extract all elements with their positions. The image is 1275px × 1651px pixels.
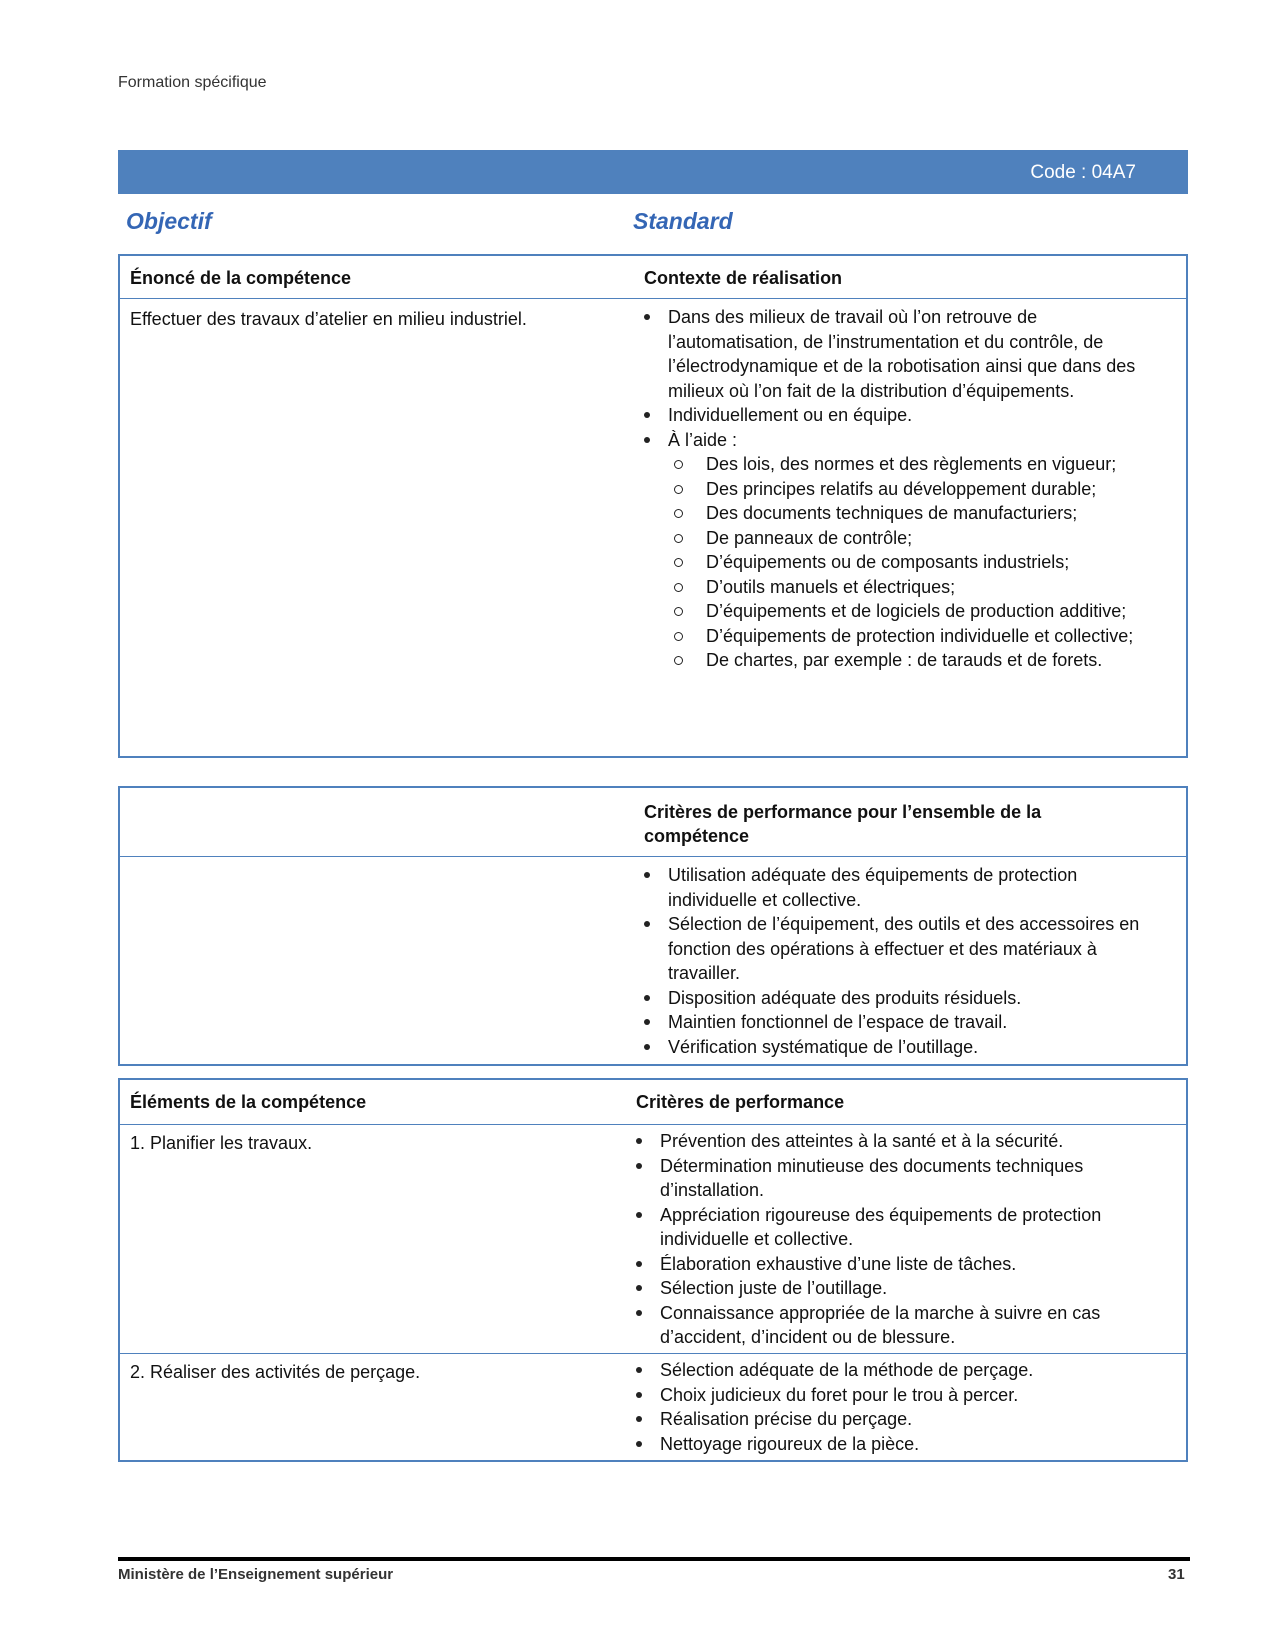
circle-bullet-icon — [674, 534, 683, 543]
table-row — [120, 299, 1186, 755]
statement-header: Énoncé de la compétence — [130, 268, 352, 288]
list-item-text: Élaboration exhaustive d’une liste de tâches. — [660, 1253, 1017, 1274]
sub-list-item-text: Des documents techniques de manufacturiers; — [706, 503, 1078, 523]
list-item — [632, 1154, 1178, 1203]
sub-list-item-text: D’équipements et de logiciels de production additive; — [706, 601, 1127, 621]
list-item-text: Choix judicieux du foret pour le trou à percer. — [660, 1384, 1019, 1405]
bullet-icon — [644, 437, 650, 443]
list-item-text: Vérification systématique de l’outillage. — [668, 1036, 979, 1057]
element-label: 1. Planifier les travaux. — [130, 1133, 313, 1153]
list-item-text: Individuellement ou en équipe. — [668, 405, 913, 425]
sub-list-item — [668, 575, 1170, 600]
list-item — [640, 428, 1170, 673]
list-item-text: Utilisation adéquate des équipements de protection individuelle et collective. — [668, 865, 1078, 910]
list-item-text: Disposition adéquate des produits résiduels. — [668, 987, 1022, 1008]
list-item — [640, 912, 1170, 986]
bullet-icon — [636, 1138, 642, 1144]
bullet-icon — [636, 1212, 642, 1218]
list-item — [640, 305, 1170, 403]
bullet-icon — [636, 1261, 642, 1267]
element-criteria-list — [632, 1358, 1178, 1456]
list-item-text: Sélection adéquate de la méthode de perçage. — [660, 1360, 1034, 1380]
list-item — [640, 863, 1170, 912]
list-item — [632, 1407, 1178, 1432]
table-row — [120, 857, 1186, 1061]
sub-list-item-text: De panneaux de contrôle; — [706, 527, 913, 548]
list-item-text: À l’aide : — [668, 429, 738, 450]
bullet-icon — [644, 1019, 650, 1025]
sub-list-item-text: D’équipements ou de composants industriels; — [706, 552, 1070, 572]
overall-criteria-table — [118, 786, 1188, 1066]
objective-label: Objectif — [126, 208, 212, 234]
context-list — [640, 305, 1170, 673]
page-number: 31 — [1168, 1566, 1185, 1583]
list-item-text: Sélection juste de l’outillage. — [660, 1278, 888, 1298]
list-item-text: Maintien fonctionnel de l’espace de travail. — [668, 1012, 1008, 1032]
list-item — [640, 1010, 1170, 1035]
list-item-text: Connaissance appropriée de la marche à suivre en cas d’accident, d’incident ou de blessure. — [660, 1302, 1101, 1347]
element-label: 2. Réaliser des activités de perçage. — [130, 1362, 421, 1382]
bullet-icon — [636, 1163, 642, 1169]
sub-list-item-text: Des lois, des normes et des règlements en vigueur; — [706, 454, 1117, 474]
sub-list-item-text: De chartes, par exemple : de tarauds et de forets. — [706, 650, 1103, 670]
bullet-icon — [644, 995, 650, 1001]
list-item — [632, 1432, 1178, 1457]
code-bar — [118, 150, 1188, 194]
context-header: Contexte de réalisation — [644, 268, 843, 288]
table-header — [120, 788, 1186, 857]
list-item-text: Prévention des atteintes à la santé et à la sécurité. — [660, 1131, 1064, 1151]
list-item-text: Sélection de l’équipement, des outils et des accessoires en fonction des opérations à effectuer et des matériaux à travailler. — [668, 914, 1140, 983]
list-item — [640, 403, 1170, 428]
list-item — [640, 986, 1170, 1011]
sub-list-item — [668, 526, 1170, 551]
list-item-text: Dans des milieux de travail où l’on retrouve de l’automatisation, de l’instrumentation et du contrôle, de l’électrodynamique et de la robotisation ainsi que dans des milieux où l’on fait de la distribution d’équipements. — [668, 307, 1136, 401]
table-row — [120, 1354, 1186, 1460]
bullet-icon — [636, 1285, 642, 1291]
criteria-header: Critères de performance — [636, 1092, 845, 1112]
list-item-text: Nettoyage rigoureux de la pièce. — [660, 1433, 920, 1454]
list-item-text: Réalisation précise du perçage. — [660, 1409, 913, 1429]
bullet-icon — [644, 921, 650, 927]
list-item — [632, 1252, 1178, 1277]
list-item-text: Appréciation rigoureuse des équipements de protection individuelle et collective. — [660, 1204, 1102, 1249]
circle-bullet-icon — [674, 583, 683, 592]
sub-list-item — [668, 599, 1170, 624]
bullet-icon — [636, 1367, 642, 1373]
competency-context-table — [118, 254, 1188, 758]
footer-ministry: Ministère de l’Enseignement supérieur — [118, 1566, 394, 1583]
list-item — [632, 1301, 1178, 1350]
sub-list-item — [668, 624, 1170, 649]
table-header — [120, 1080, 1186, 1125]
table-header — [120, 256, 1186, 299]
header-note: Formation spécifique — [118, 74, 267, 91]
bullet-icon — [636, 1392, 642, 1398]
list-item — [632, 1203, 1178, 1252]
footer-divider — [118, 1557, 1190, 1561]
sub-list-item — [668, 550, 1170, 575]
element-criteria-list — [632, 1129, 1178, 1350]
elements-criteria-table — [118, 1078, 1188, 1462]
competency-statement: Effectuer des travaux d’atelier en milieu industriel. — [130, 309, 527, 329]
circle-bullet-icon — [674, 460, 683, 469]
circle-bullet-icon — [674, 607, 683, 616]
aids-list — [668, 452, 1170, 673]
bullet-icon — [636, 1310, 642, 1316]
sub-list-item — [668, 648, 1170, 673]
list-item — [640, 1035, 1170, 1060]
overall-criteria-list — [640, 863, 1170, 1059]
bullet-icon — [636, 1441, 642, 1447]
standard-label: Standard — [633, 208, 733, 234]
circle-bullet-icon — [674, 558, 683, 567]
bullet-icon — [636, 1416, 642, 1422]
circle-bullet-icon — [674, 632, 683, 641]
bullet-icon — [644, 314, 650, 320]
sub-list-item — [668, 501, 1170, 526]
sub-list-item-text: Des principes relatifs au développement durable; — [706, 478, 1097, 499]
list-item-text: Détermination minutieuse des documents techniques d’installation. — [660, 1155, 1084, 1200]
sub-list-item — [668, 477, 1170, 502]
table-row — [120, 1125, 1186, 1354]
list-item — [632, 1383, 1178, 1408]
sub-list-item-text: D’outils manuels et électriques; — [706, 576, 956, 597]
sub-list-item-text: D’équipements de protection individuelle et collective; — [706, 625, 1134, 646]
bullet-icon — [644, 872, 650, 878]
overall-criteria-header: Critères de performance pour l’ensemble de la compétence — [644, 802, 1042, 846]
list-item — [632, 1358, 1178, 1383]
list-item — [632, 1129, 1178, 1154]
sub-list-item — [668, 452, 1170, 477]
bullet-icon — [644, 1044, 650, 1050]
elements-header: Éléments de la compétence — [130, 1092, 367, 1112]
list-item — [632, 1276, 1178, 1301]
competency-code: Code : 04A7 — [1030, 162, 1136, 183]
bullet-icon — [644, 412, 650, 418]
section-labels — [118, 208, 1188, 240]
circle-bullet-icon — [674, 509, 683, 518]
circle-bullet-icon — [674, 485, 683, 494]
circle-bullet-icon — [674, 656, 683, 665]
